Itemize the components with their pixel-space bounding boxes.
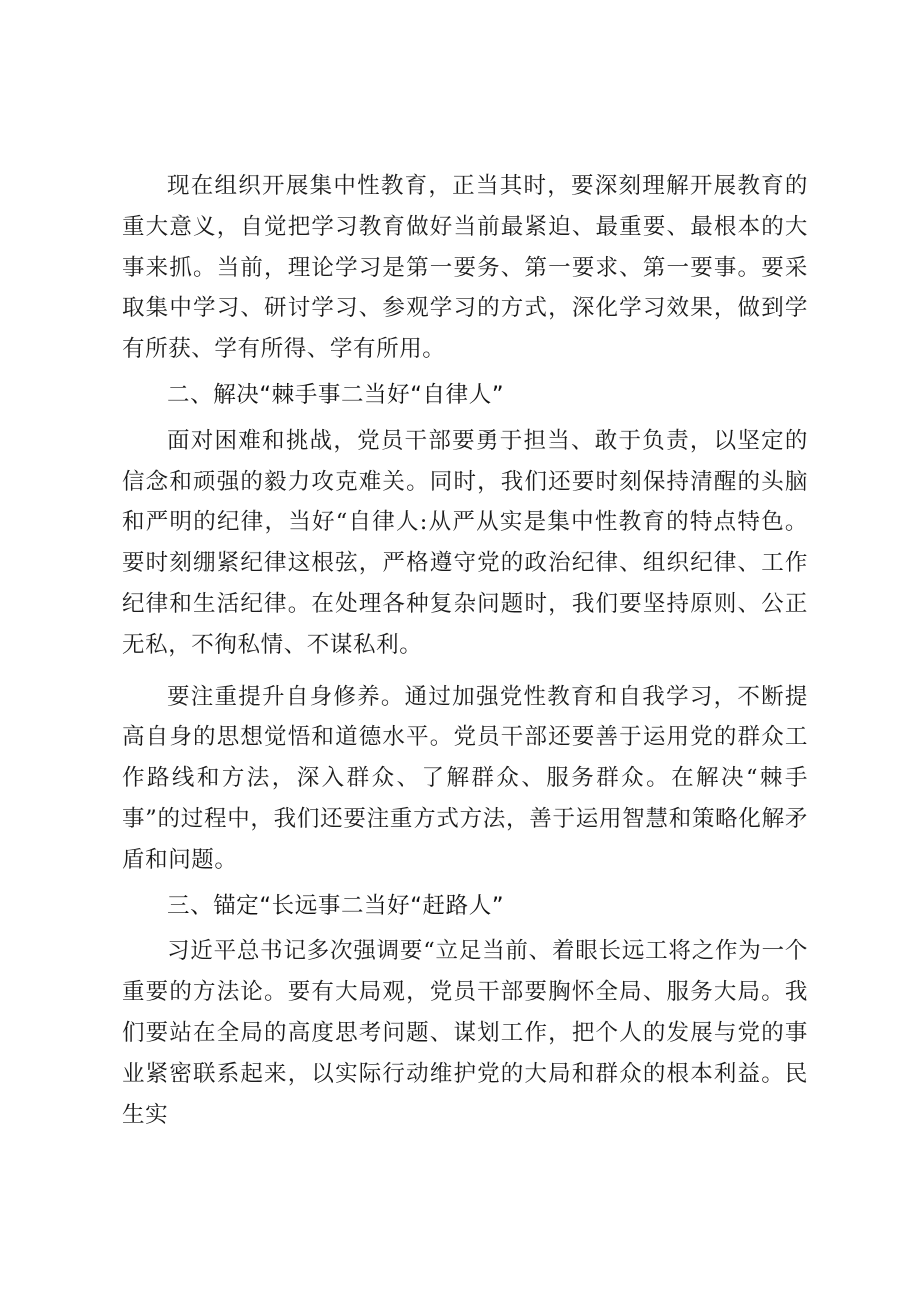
paragraph-section-2-a: 面对困难和挑战，党员干部要勇于担当、敢于负责，以坚定的信念和顽强的毅力攻克难关。同时，我们还要时刻保持清醒的头脑和严明的纪律，当好“自律人:从严从实是集中性教育的特点特色。要时刻绷紧纪律这根弦，严格遵守党的政治纪律、组织纪律、工作纪律和生活纪律。在处理各种复杂问题时，我们要坚持原则、公正无私，不徇私情、不谋私利。 bbox=[122, 427, 808, 658]
paragraph-section-2-b: 要注重提升自身修养。通过加强党性教育和自我学习，不断提高自身的思想觉悟和道德水平。党员干部还要善于运用党的群众工作路线和方法，深入群众、了解群众、服务群众。在解决“棘手事”的过程中，我们还要注重方式方法，善于运用智慧和策略化解矛盾和问题。 bbox=[122, 683, 808, 873]
section-heading-3: 三、锚定“长远事二当好“赶路人” bbox=[167, 892, 505, 919]
section-heading-2: 二、解决“棘手事二当好“自律人” bbox=[167, 381, 505, 408]
document-body bbox=[122, 166, 808, 1135]
paragraph-intro: 现在组织开展集中性教育，正当其时，要深刻理解开展教育的重大意义，自觉把学习教育做好当前最紧迫、最重要、最根本的大事来抓。当前，理论学习是第一要务、第一要求、第一要事。要采取集中学习、研讨学习、参观学习的方式，深化学习效果，做到学有所获、学有所得、学有所用。 bbox=[122, 173, 808, 363]
paragraph-section-3-a: 习近平总书记多次强调要“立足当前、着眼长远工将之作为一个重要的方法论。要有大局观，党员干部要胸怀全局、服务大局。我们要站在全局的高度思考问题、谋划工作，把个人的发展与党的事业紧密联系起来，以实际行动维护党的大局和群众的根本利益。民生实 bbox=[122, 938, 808, 1128]
